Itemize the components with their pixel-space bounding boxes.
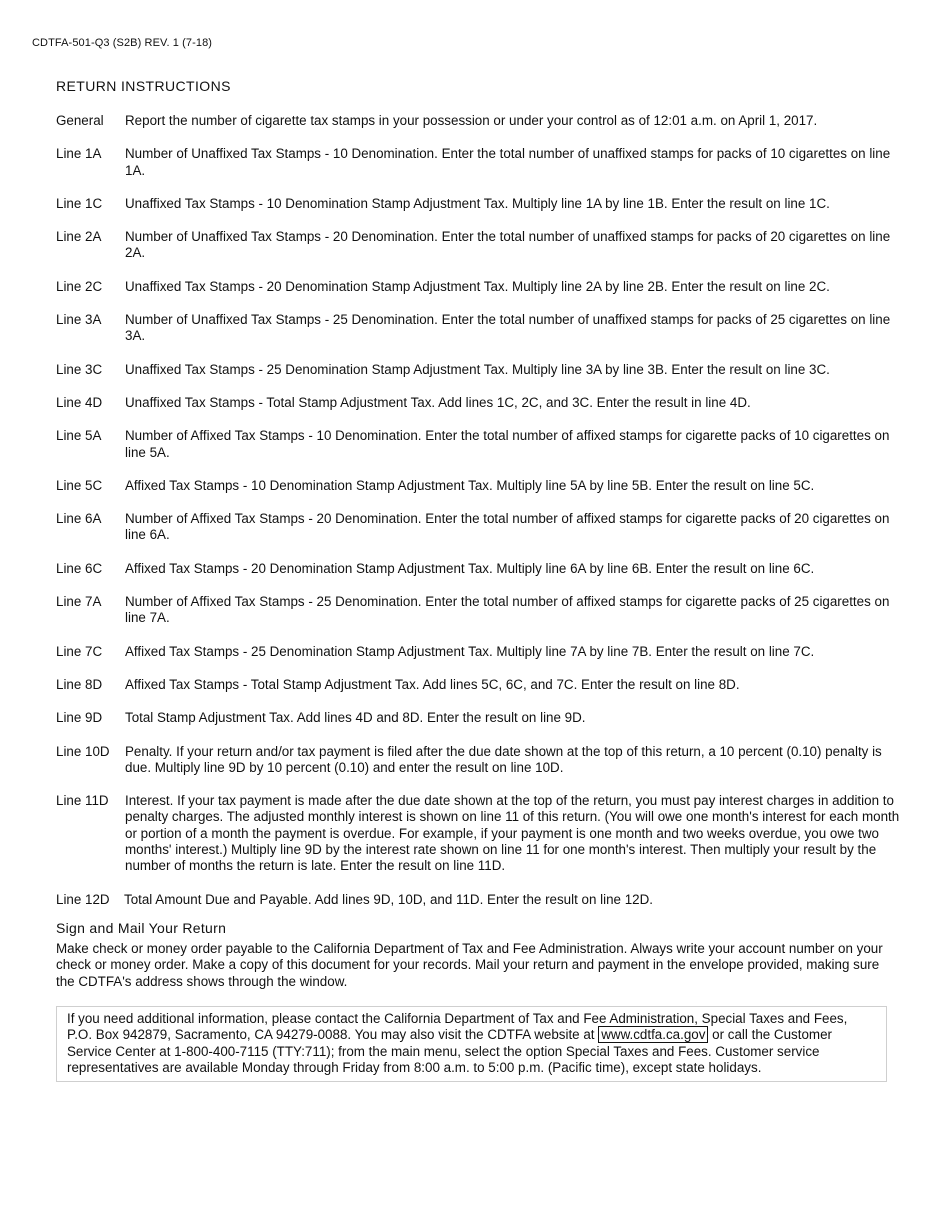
- instruction-row-7c: [56, 644, 901, 660]
- instruction-row-1c: [56, 196, 901, 212]
- instruction-text: Total Amount Due and Payable. Add lines 9D, 10D, and 11D. Enter the result on line 12D.: [124, 891, 654, 907]
- instruction-text: Unaffixed Tax Stamps - 25 Denomination Stamp Adjustment Tax. Multiply line 3A by line 3B. Enter the result on line 3C.: [125, 361, 830, 377]
- instruction-text: Affixed Tax Stamps - 10 Denomination Stamp Adjustment Tax. Multiply line 5A by line 5B. Enter the result on line 5C.: [125, 477, 815, 493]
- instruction-row-2c: [56, 279, 901, 295]
- instruction-label: Line 11D: [56, 793, 109, 809]
- instruction-row-4d: [56, 395, 901, 411]
- instruction-row-12d: [56, 892, 901, 908]
- instruction-row-general: [56, 113, 901, 129]
- instruction-row-9d: [56, 710, 901, 726]
- instruction-label: Line 3A: [56, 312, 102, 328]
- contact-info-text-after: or call the Customer Service Center at 1-800-400-7115 (TTY:711); from the main menu, select the option Special Taxes and Fees. Customer service representatives are available Monday through Friday from 8:00 a.m. to 5:00 p.m. (Pacific time), except state holidays.: [67, 1027, 832, 1075]
- instruction-text: Interest. If your tax payment is made after the due date shown at the top of the return, you must pay interest charges in addition to penalty charges. The adjusted monthly interest is shown on line 11 of this return. (You will owe one month's interest for each month or portion of a month the payment is overdue. For example, if your payment is one month and two weeks overdue, you owe two months' interest.) Multiply line 9D by the interest rate shown on line 11 for one month's interest. Then multiply your result by the number of months the return is late. Enter the result on line 11D.: [125, 793, 900, 874]
- instruction-label: Line 7C: [56, 643, 103, 659]
- instruction-label: General: [56, 113, 104, 128]
- instruction-label: Line 4D: [56, 394, 103, 410]
- instruction-row-3a: [56, 312, 901, 345]
- instruction-text: Number of Affixed Tax Stamps - 10 Denomination. Enter the total number of affixed stamps for cigarette packs of 10 cigarettes on line 5A.: [125, 428, 890, 460]
- instruction-label: Line 3C: [56, 361, 103, 377]
- instruction-text: Penalty. If your return and/or tax payment is filed after the due date shown at the top of this return, a 10 percent (0.10) penalty is due. Multiply line 9D by 10 percent (0.10) and enter the result on line 10D.: [125, 743, 882, 775]
- instruction-label: Line 6A: [56, 511, 102, 527]
- instruction-text: Number of Affixed Tax Stamps - 25 Denomination. Enter the total number of affixed stamps for cigarette packs of 25 cigarettes on line 7A.: [125, 594, 890, 626]
- contact-info-box: [56, 1006, 887, 1082]
- instruction-label: Line 5C: [56, 477, 103, 493]
- sign-and-mail-heading: Sign and Mail Your Return: [56, 920, 227, 936]
- instruction-label: Line 2A: [56, 229, 102, 245]
- instruction-row-8d: [56, 677, 901, 693]
- instruction-text: Number of Unaffixed Tax Stamps - 25 Denomination. Enter the total number of unaffixed stamps for packs of 25 cigarettes on line 3A.: [125, 312, 891, 344]
- instruction-text: Total Stamp Adjustment Tax. Add lines 4D and 8D. Enter the result on line 9D.: [125, 710, 586, 726]
- instruction-row-5c: [56, 478, 901, 494]
- instruction-row-7a: [56, 594, 901, 627]
- instruction-row-10d: [56, 744, 901, 777]
- instruction-label: Line 7A: [56, 594, 102, 610]
- instruction-text: Number of Unaffixed Tax Stamps - 10 Denomination. Enter the total number of unaffixed stamps for packs of 10 cigarettes on line 1A.: [125, 146, 891, 178]
- instructions-list: [56, 113, 901, 925]
- instruction-label: Line 2C: [56, 278, 103, 294]
- instruction-text: Affixed Tax Stamps - Total Stamp Adjustment Tax. Add lines 5C, 6C, and 7C. Enter the result on line 8D.: [125, 676, 740, 692]
- instruction-text: Affixed Tax Stamps - 25 Denomination Stamp Adjustment Tax. Multiply line 7A by line 7B. Enter the result on line 7C.: [125, 643, 815, 659]
- instruction-row-3c: [56, 362, 901, 378]
- instruction-text: Unaffixed Tax Stamps - 20 Denomination Stamp Adjustment Tax. Multiply line 2A by line 2B. Enter the result on line 2C.: [125, 278, 830, 294]
- instruction-row-6a: [56, 511, 901, 544]
- instruction-label: Line 10D: [56, 743, 110, 759]
- form-id: CDTFA-501-Q3 (S2B) REV. 1 (7-18): [32, 37, 213, 49]
- instruction-label: Line 5A: [56, 428, 102, 444]
- instruction-text: Number of Affixed Tax Stamps - 20 Denomination. Enter the total number of affixed stamps for cigarette packs of 20 cigarettes on line 6A.: [125, 511, 890, 543]
- instruction-text: Affixed Tax Stamps - 20 Denomination Stamp Adjustment Tax. Multiply line 6A by line 6B. Enter the result on line 6C.: [125, 560, 815, 576]
- instruction-text: Unaffixed Tax Stamps - Total Stamp Adjustment Tax. Add lines 1C, 2C, and 3C. Enter the result in line 4D.: [125, 394, 751, 410]
- instruction-text: Unaffixed Tax Stamps - 10 Denomination Stamp Adjustment Tax. Multiply line 1A by line 1B. Enter the result on line 1C.: [125, 195, 830, 211]
- sign-and-mail-text: Make check or money order payable to the California Department of Tax and Fee Administration. Always write your account number on your check or money order. Make a copy of this document for your records. Mail your return and payment in the envelope provided, making sure the CDTFA's address shows through the window.: [56, 941, 883, 989]
- instruction-label: Line 12D: [56, 891, 110, 907]
- sign-and-mail-section: [56, 920, 896, 990]
- instruction-row-11d: [56, 793, 901, 874]
- section-title: RETURN INSTRUCTIONS: [56, 78, 231, 94]
- instruction-row-2a: [56, 229, 901, 262]
- instruction-label: Line 1C: [56, 195, 103, 211]
- contact-info-text-before: If you need additional information, please contact the California Department of Tax and Fee Administration, Special Taxes and Fees, P.O. Box 942879, Sacramento, CA 94279-0088. You may also visit the CDTFA website at: [67, 1011, 848, 1043]
- instruction-row-6c: [56, 561, 901, 577]
- instruction-label: Line 6C: [56, 560, 103, 576]
- instruction-label: Line 9D: [56, 710, 103, 726]
- cdtfa-website-link[interactable]: www.cdtfa.ca.gov: [598, 1026, 708, 1043]
- instruction-row-5a: [56, 428, 901, 461]
- instruction-text: Number of Unaffixed Tax Stamps - 20 Denomination. Enter the total number of unaffixed stamps for packs of 20 cigarettes on line 2A.: [125, 229, 891, 261]
- instruction-row-1a: [56, 146, 901, 179]
- instruction-label: Line 8D: [56, 676, 103, 692]
- instruction-text: Report the number of cigarette tax stamps in your possession or under your control as of 12:01 a.m. on April 1, 2017.: [125, 113, 818, 128]
- instruction-label: Line 1A: [56, 146, 102, 162]
